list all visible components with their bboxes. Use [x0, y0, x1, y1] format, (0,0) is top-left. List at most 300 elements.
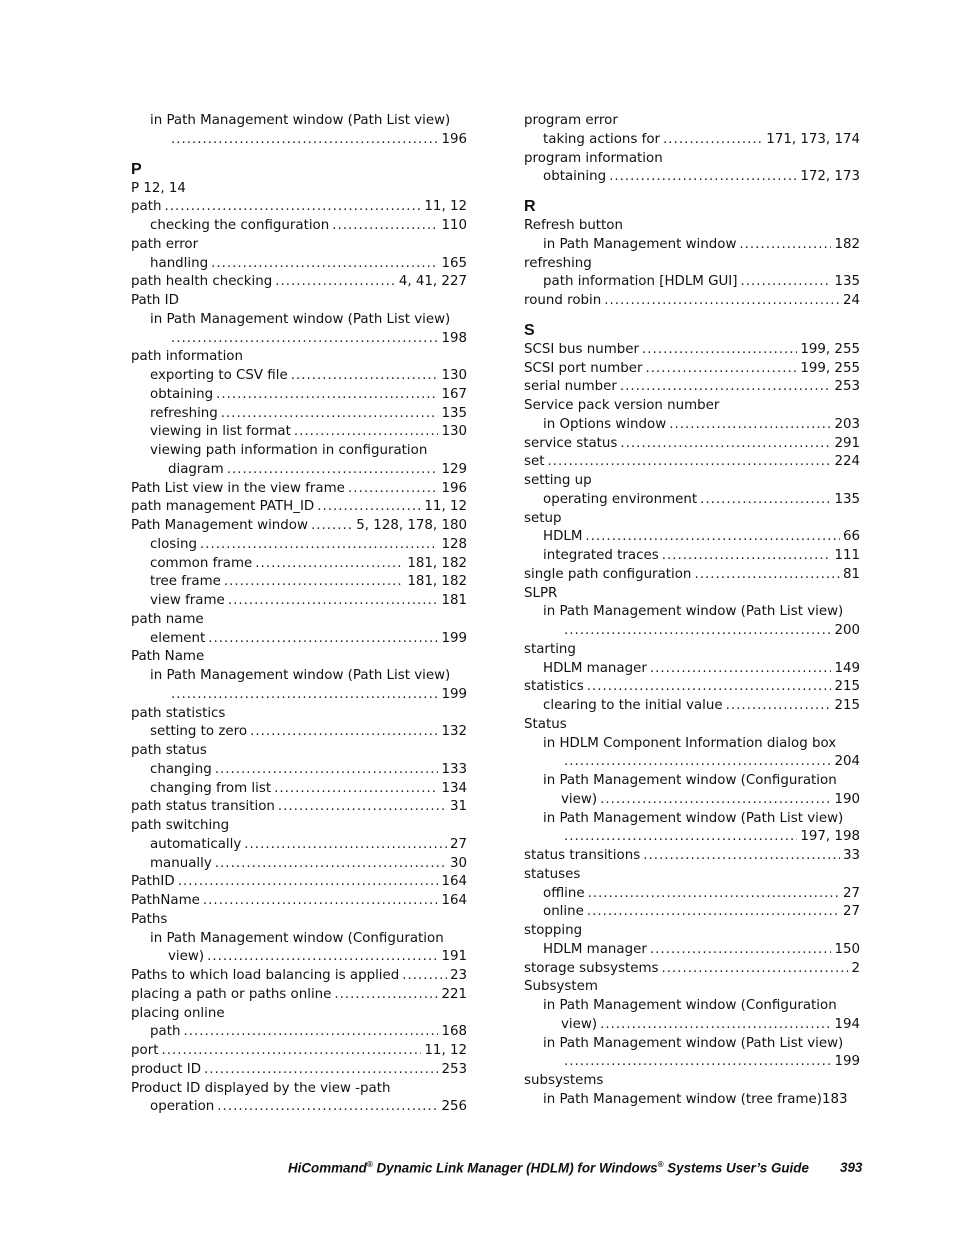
dot-leader [564, 753, 831, 772]
dot-leader [620, 378, 832, 397]
entry-text: Path Management window [131, 518, 308, 533]
index-letter-heading [131, 160, 467, 180]
index-entry [131, 1005, 467, 1024]
page-reference: 199, 255 [800, 341, 860, 357]
entry-text: P 12, 14 [131, 180, 186, 196]
page-reference: 203 [834, 416, 860, 432]
entry-text: round robin [524, 293, 602, 308]
entry-text: HDLM manager [543, 660, 647, 676]
index-entry [131, 1061, 467, 1080]
index-subentry [131, 667, 467, 686]
page-reference: 129 [441, 461, 467, 477]
dot-leader [700, 491, 831, 510]
page-reference: 168 [441, 1024, 467, 1040]
entry-text: path status transition [131, 799, 275, 815]
index-entry [131, 911, 467, 930]
dot-leader [669, 416, 831, 435]
page-reference: 81 [842, 566, 860, 582]
index-entry [524, 866, 860, 885]
page-reference: 181, 182 [407, 574, 467, 590]
page-reference: 199 [441, 630, 467, 646]
index-subentry [524, 735, 860, 754]
entry-text: handling [150, 255, 209, 271]
page-reference: 27 [842, 885, 860, 901]
dot-leader [215, 855, 447, 874]
dot-leader [183, 1023, 438, 1042]
index-subentry [524, 1053, 860, 1072]
page-reference: 197, 198 [800, 829, 860, 845]
index-entry [524, 378, 860, 397]
entry-text: Product ID displayed by the view -path [131, 1080, 391, 1096]
index-entry [131, 873, 467, 892]
page-reference: 27 [449, 836, 467, 852]
index-subentry [131, 112, 467, 131]
entry-text: in Path Management window [543, 236, 737, 252]
index-entry [524, 1072, 860, 1091]
index-entry [524, 453, 860, 472]
entry-text: path health checking [131, 274, 273, 290]
entry-text: in HDLM Component Information dialog box [543, 735, 837, 751]
entry-text: statistics [524, 679, 584, 695]
index-subentry [524, 622, 860, 641]
page-reference: 2 [851, 960, 860, 976]
page-reference: 198 [441, 330, 467, 346]
entry-text: program information [524, 150, 663, 166]
entry-text: online [543, 904, 584, 920]
index-subentry [131, 686, 467, 705]
page-reference: 110 [441, 218, 467, 233]
dot-leader [694, 566, 840, 585]
page-reference: 111 [834, 548, 860, 563]
entry-text: Paths [131, 911, 168, 927]
page-reference: 182 [834, 236, 860, 252]
index-entry [524, 678, 860, 697]
index-column-right [524, 112, 860, 1110]
index-subentry [524, 903, 860, 922]
index-entry [524, 960, 860, 979]
entry-text: operation [150, 1099, 215, 1115]
dot-leader [588, 885, 840, 904]
footer-book-title [288, 1160, 809, 1175]
index-subentry [131, 442, 467, 461]
entry-text: service status [524, 435, 618, 451]
dot-leader [203, 892, 439, 911]
entry-text: HDLM [543, 529, 583, 545]
entry-text: serial number [524, 379, 617, 395]
dot-leader [643, 847, 840, 866]
index-entry [131, 798, 467, 817]
index-subentry [131, 592, 467, 611]
index-subentry [131, 723, 467, 742]
entry-text: automatically [150, 836, 242, 852]
entry-text: path information [HDLM GUI] [543, 274, 738, 290]
entry-text: HDLM manager [543, 941, 647, 957]
page-reference: 221 [441, 986, 467, 1002]
page-reference: 130 [441, 424, 467, 440]
dot-leader [585, 528, 840, 547]
entry-text: taking actions for [543, 131, 661, 147]
entry-text: set [524, 454, 545, 470]
entry-text: setting up [524, 473, 592, 488]
entry-text: tree frame [150, 574, 221, 590]
entry-text: path switching [131, 818, 230, 833]
index-entry [524, 585, 860, 604]
entry-text: Status [524, 716, 567, 732]
index-subentry [524, 273, 860, 292]
index-subentry [131, 536, 467, 555]
page-reference: 4, 41, 227 [398, 274, 467, 290]
page-reference: 164 [441, 874, 467, 890]
entry-text: path management PATH_ID [131, 499, 315, 515]
index-entry [131, 480, 467, 499]
page-reference: 224 [834, 454, 860, 470]
index-subentry [524, 131, 860, 150]
index-entry [131, 1080, 467, 1099]
index-subentry [131, 461, 467, 480]
index-subentry [131, 855, 467, 874]
dot-leader [221, 405, 439, 424]
entry-text: program error [524, 113, 618, 128]
page-reference: 196 [441, 131, 467, 147]
dot-leader [334, 986, 438, 1005]
page-reference: 23 [449, 968, 467, 983]
dot-leader [244, 836, 447, 855]
index-subentry [524, 997, 860, 1016]
index-entry [131, 648, 467, 667]
dot-leader [739, 236, 831, 255]
entry-text: viewing in list format [150, 424, 291, 440]
entry-text: Path List view in the view frame [131, 480, 345, 496]
index-entry [524, 112, 860, 131]
index-subentry [131, 573, 467, 592]
entry-text: in Path Management window (Configuration [543, 773, 837, 788]
entry-text: viewing path information in configuration [150, 443, 428, 458]
footer-title-part1: HiCommand [288, 1160, 367, 1176]
index-subentry [524, 236, 860, 255]
dot-leader [294, 423, 439, 442]
entry-text: Service pack version number [524, 398, 720, 413]
entry-text: path statistics [131, 705, 226, 721]
index-subentry [131, 555, 467, 574]
dot-leader [620, 435, 831, 454]
page-reference: 150 [834, 941, 860, 957]
dot-leader [740, 273, 831, 292]
dot-leader [228, 592, 439, 611]
dot-leader [587, 678, 832, 697]
page-reference: 194 [834, 1016, 860, 1032]
dot-leader [650, 660, 832, 679]
index-subentry [131, 836, 467, 855]
page-reference: 199 [441, 686, 467, 702]
entry-text: SCSI bus number [524, 341, 640, 357]
entry-text: starting [524, 641, 576, 657]
index-subentry [524, 416, 860, 435]
dot-leader [564, 622, 831, 641]
index-entry [524, 397, 860, 416]
index-entry [131, 517, 467, 536]
entry-text: SLPR [524, 585, 558, 601]
dot-leader [275, 273, 396, 292]
index-subentry [524, 528, 860, 547]
dot-leader [274, 780, 438, 799]
index-subentry [524, 1035, 860, 1054]
entry-text: view) [168, 949, 205, 965]
index-entry [524, 341, 860, 360]
index-entry [524, 472, 860, 491]
page-reference: 130 [441, 368, 467, 383]
dot-leader [164, 198, 421, 217]
entry-text: in Path Management window (Path List view) [543, 604, 844, 620]
dot-leader [348, 480, 439, 499]
entry-text: statuses [524, 866, 581, 882]
dot-leader [227, 461, 439, 480]
page-reference: 253 [441, 1061, 467, 1077]
index-entry [131, 742, 467, 761]
entry-text: in Path Management window (Path List view) [543, 1035, 844, 1051]
index-entry [131, 1042, 467, 1061]
page-reference: 204 [834, 754, 860, 770]
index-subentry [524, 810, 860, 829]
entry-text: path information [131, 349, 243, 365]
page-reference: 132 [441, 724, 467, 740]
dot-leader [650, 941, 832, 960]
page-reference: 149 [834, 660, 860, 676]
index-entry [524, 922, 860, 941]
page-reference: 200 [834, 623, 860, 638]
entry-text: changing from list [150, 780, 272, 796]
heading-letter: P [131, 160, 142, 178]
page-reference: 66 [842, 529, 860, 545]
page-reference: 171, 173, 174 [766, 131, 860, 147]
dot-leader [255, 555, 404, 574]
page-reference: 24 [842, 293, 860, 308]
dot-leader [332, 217, 438, 236]
index-subentry [524, 753, 860, 772]
dot-leader [642, 341, 797, 360]
entry-text: setting to zero [150, 724, 248, 740]
dot-leader [402, 967, 447, 986]
dot-leader [662, 547, 832, 566]
entry-text: port [131, 1043, 159, 1058]
page-reference: 199 [834, 1054, 860, 1070]
entry-text: path name [131, 611, 204, 627]
index-subentry [524, 660, 860, 679]
dot-leader [204, 1061, 438, 1080]
entry-text: in Options window [543, 416, 667, 432]
index-subentry [131, 423, 467, 442]
dot-leader [311, 517, 353, 536]
index-entry [524, 360, 860, 379]
index-subentry [524, 828, 860, 847]
page-reference: 11, 12 [424, 199, 467, 215]
index-subentry [131, 367, 467, 386]
dot-leader [317, 498, 421, 517]
entry-text: Path Name [131, 649, 205, 665]
entry-text: PathID [131, 874, 175, 890]
entry-text: in Path Management window (Configuration [150, 930, 444, 946]
index-subentry [524, 1016, 860, 1035]
page-reference: 181 [441, 593, 467, 608]
dot-leader [587, 903, 840, 922]
index-entry [131, 967, 467, 986]
entry-text: stopping [524, 923, 583, 938]
entry-text: view) [561, 791, 598, 807]
entry-text: view frame [150, 593, 225, 608]
index-entry [131, 198, 467, 217]
page-reference: 256 [441, 1099, 467, 1115]
dot-leader [216, 386, 438, 405]
index-entry [131, 292, 467, 311]
entry-text: obtaining [150, 386, 214, 402]
index-entry [131, 892, 467, 911]
entry-text: subsystems [524, 1073, 604, 1088]
index-entry [524, 716, 860, 735]
entry-text: Path ID [131, 293, 179, 308]
index-subentry [524, 603, 860, 622]
index-entry [524, 510, 860, 529]
index-subentry [131, 948, 467, 967]
page-reference: 133 [441, 761, 467, 777]
entry-text: exporting to CSV file [150, 368, 288, 383]
page-reference: 128 [441, 536, 467, 552]
index-subentry [131, 386, 467, 405]
index-entry [131, 498, 467, 517]
entry-text: SCSI port number [524, 360, 643, 376]
index-entry [524, 847, 860, 866]
index-subentry [131, 330, 467, 349]
index-letter-heading [524, 197, 860, 217]
page-reference: 135 [834, 274, 860, 290]
index-subentry [524, 772, 860, 791]
index-entry [131, 348, 467, 367]
entry-text: operating environment [543, 491, 698, 507]
entry-text: common frame [150, 555, 253, 571]
index-entry [524, 217, 860, 236]
entry-text: placing a path or paths online [131, 986, 332, 1002]
entry-text: refreshing [150, 405, 218, 421]
dot-leader [661, 960, 848, 979]
dot-leader [291, 367, 439, 386]
dot-leader [215, 761, 439, 780]
footer-title-part3: Systems User’s Guide [663, 1160, 809, 1176]
dot-leader [600, 791, 831, 810]
index-subentry [131, 1023, 467, 1042]
dot-leader [200, 536, 438, 555]
entry-text: placing online [131, 1005, 225, 1021]
page-reference: 11, 12 [424, 499, 467, 515]
entry-text: setup [524, 510, 562, 526]
entry-text: path error [131, 236, 199, 252]
index-entry [131, 236, 467, 255]
entry-text: offline [543, 885, 585, 901]
index-subentry [131, 255, 467, 274]
dot-leader [646, 360, 798, 379]
page-reference: 134 [441, 780, 467, 796]
index-subentry [524, 941, 860, 960]
index-entry [131, 611, 467, 630]
entry-text: diagram [168, 461, 224, 477]
page-reference: 167 [441, 386, 467, 402]
dot-leader [207, 948, 438, 967]
entry-text: in Path Management window (Path List view) [543, 810, 844, 826]
index-subentry [524, 791, 860, 810]
dot-leader [564, 1053, 831, 1072]
index-subentry [131, 217, 467, 236]
dot-leader [178, 873, 439, 892]
heading-letter: S [524, 321, 535, 339]
index-entry [131, 273, 467, 292]
page-reference: 30 [449, 855, 467, 871]
entry-text: path status [131, 743, 207, 758]
registered-mark: ® [366, 1160, 373, 1169]
page-reference: 196 [441, 480, 467, 496]
index-subentry [131, 780, 467, 799]
dot-leader [161, 1042, 421, 1061]
page-reference: 33 [842, 848, 860, 863]
entry-text: view) [561, 1016, 598, 1032]
entry-text: closing [150, 536, 197, 552]
index-entry [524, 978, 860, 997]
page-reference: 164 [441, 893, 467, 908]
dot-leader [663, 131, 763, 150]
dot-leader [208, 630, 438, 649]
index-subentry [524, 168, 860, 187]
page-reference: 27 [842, 904, 860, 920]
entry-text: refreshing [524, 255, 592, 271]
index-subentry [524, 697, 860, 716]
page-reference: 5, 128, 178, 180 [356, 518, 467, 533]
entry-text: element [150, 630, 206, 646]
index-subentry [131, 131, 467, 150]
entry-text: obtaining [543, 169, 607, 185]
entry-text: manually [150, 855, 212, 871]
entry-text: in Path Management window (Configuration [543, 998, 837, 1013]
dot-leader [726, 697, 832, 716]
page-reference: 183 [822, 1091, 848, 1107]
entry-text: checking the configuration [150, 218, 330, 233]
entry-text: Subsystem [524, 979, 598, 995]
dot-leader [217, 1098, 438, 1117]
index-entry [524, 566, 860, 585]
page-reference: 215 [834, 698, 860, 713]
dot-leader [564, 828, 797, 847]
page-reference: 199, 255 [800, 360, 860, 376]
index-subentry [524, 491, 860, 510]
entry-text: PathName [131, 893, 200, 908]
entry-text: in Path Management window (Path List view) [150, 113, 451, 128]
registered-mark: ® [657, 1160, 664, 1169]
footer-title-part2: Dynamic Link Manager (HDLM) for Windows [372, 1160, 658, 1176]
dot-leader [171, 686, 438, 705]
index-subentry [524, 547, 860, 566]
page-reference: 172, 173 [800, 169, 860, 185]
index-subentry [131, 405, 467, 424]
index-entry [131, 180, 467, 199]
dot-leader [171, 131, 438, 150]
dot-leader [609, 168, 797, 187]
index-subentry [131, 1098, 467, 1117]
entry-text: changing [150, 761, 212, 777]
index-subentry [131, 930, 467, 949]
entry-text: in Path Management window (Path List view) [150, 311, 451, 327]
index-entry [131, 705, 467, 724]
page-reference: 181, 182 [407, 555, 467, 571]
dot-leader [171, 330, 438, 349]
index-entry [524, 255, 860, 274]
page-reference: 190 [834, 791, 860, 807]
dot-leader [211, 255, 438, 274]
dot-leader [547, 453, 831, 472]
